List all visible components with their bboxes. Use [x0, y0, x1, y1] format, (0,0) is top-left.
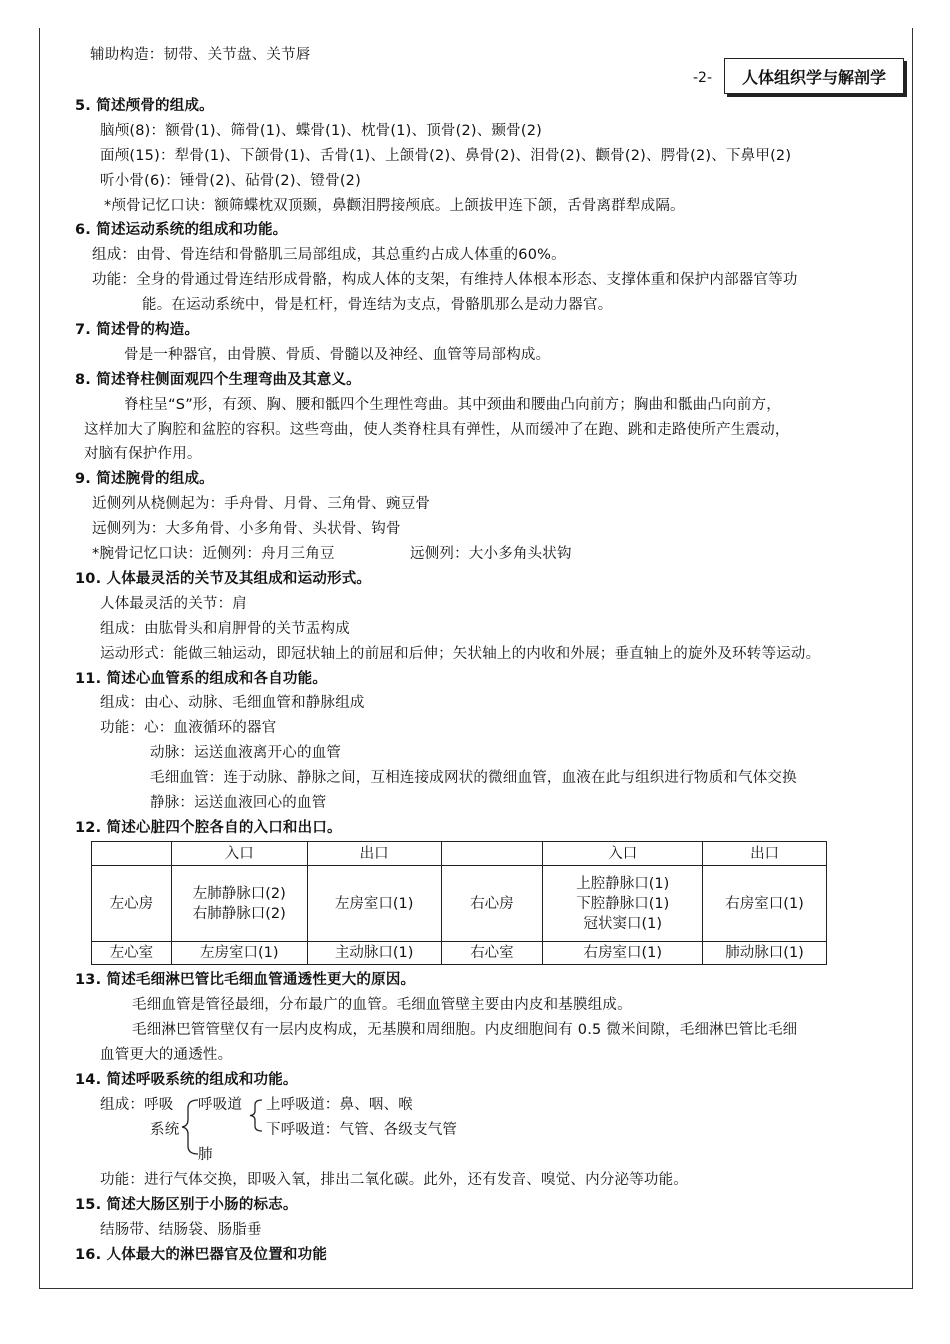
table-cell: 右房室口(1)	[703, 866, 827, 942]
text-line: 功能：心：血液循环的器官	[100, 720, 277, 736]
table-cell	[171, 866, 307, 942]
question-heading: 13. 简述毛细淋巴管比毛细血管通透性更大的原因。	[75, 972, 416, 988]
table-cell: 右房室口(1)	[543, 942, 703, 965]
text-line: 面颅(15)：犁骨(1)、下颌骨(1)、舌骨(1)、上颌骨(2)、鼻骨(2)、泪骨(2)、颧骨(2)、腭骨(2)、下鼻甲(2)	[100, 148, 792, 164]
cell-line: 上腔静脉口(1)	[576, 875, 670, 892]
text-line: 肺	[198, 1147, 213, 1163]
text-line: 毛细淋巴管管壁仅有一层内皮构成，无基膜和周细胞。内皮细胞间有 0.5 微米间隙，毛细淋巴管比毛细	[132, 1022, 798, 1038]
question-heading: 6. 简述运动系统的组成和功能。	[75, 222, 288, 238]
text-line: 呼吸道	[198, 1097, 243, 1113]
heart-chambers-table	[91, 841, 827, 965]
brace-icon	[176, 1094, 202, 1160]
text-line: 功能：进行气体交换，即吸入氧，排出二氧化碳。此外，还有发音、嗅觉、内分泌等功能。	[100, 1172, 688, 1188]
text-line: 脊柱呈“S”形，有颈、胸、腰和骶四个生理性弯曲。其中颈曲和腰曲凸向前方；胸曲和骶曲凸向前方，	[124, 397, 781, 413]
question-heading: 8. 简述脊柱侧面观四个生理弯曲及其意义。	[75, 372, 361, 388]
table-row	[92, 942, 827, 965]
text-line: 听小骨(6)：锤骨(2)、砧骨(2)、镫骨(2)	[100, 173, 361, 189]
text-line: 静脉：运送血液回心的血管	[150, 795, 327, 811]
brace-icon	[244, 1094, 266, 1136]
text-line: 人体最灵活的关节：肩	[100, 596, 247, 612]
text-line: 系统	[150, 1122, 180, 1138]
table-header-cell: 入口	[543, 842, 703, 866]
table-header-cell: 出口	[307, 842, 441, 866]
cell-line: 下腔静脉口(1)	[576, 895, 670, 912]
table-cell: 主动脉口(1)	[307, 942, 441, 965]
table-header-row	[92, 842, 827, 866]
question-heading: 5. 简述颅骨的组成。	[75, 98, 214, 114]
table-header-cell: 出口	[703, 842, 827, 866]
text-line: 能。在运动系统中，骨是杠杆，骨连结为支点，骨骼肌那么是动力器官。	[142, 297, 613, 313]
text-line: 辅助构造：韧带、关节盘、关节唇	[90, 47, 311, 63]
text-line: 下呼吸道：气管、各级支气管	[266, 1122, 458, 1138]
table-cell: 左心室	[92, 942, 172, 965]
text-line: 毛细血管是管径最细，分布最广的血管。毛细血管壁主要由内皮和基膜组成。	[132, 997, 632, 1013]
text-line: 运动形式：能做三轴运动，即冠状轴上的前屈和后伸；矢状轴上的内收和外展；垂直轴上的旋外及环转等运动。	[100, 646, 821, 662]
cell-line: 冠状窦口(1)	[583, 915, 663, 932]
table-header-cell: 入口	[171, 842, 307, 866]
table-cell: 肺动脉口(1)	[703, 942, 827, 965]
cell-line: 左肺静脉口(2)	[192, 885, 286, 902]
text-line: *腕骨记忆口诀：近侧列：舟月三角豆	[92, 546, 335, 562]
table-row	[92, 866, 827, 942]
text-line: 动脉：运送血液离开心的血管	[150, 745, 342, 761]
text-line: 结肠带、结肠袋、肠脂垂	[100, 1222, 262, 1238]
text-line: 对脑有保护作用。	[84, 446, 202, 462]
table-cell	[543, 866, 703, 942]
question-heading: 10. 人体最灵活的关节及其组成和运动形式。	[75, 571, 372, 587]
question-heading: 7. 简述骨的构造。	[75, 322, 200, 338]
text-line: 组成：由骨、骨连结和骨骼肌三局部组成，其总重约占成人体重的60%。	[92, 247, 566, 263]
table-header-cell	[92, 842, 172, 866]
text-line: 组成：由肱骨头和肩胛骨的关节盂构成	[100, 621, 350, 637]
table-header-cell	[441, 842, 543, 866]
text-line: 上呼吸道：鼻、咽、喉	[266, 1097, 413, 1113]
question-heading: 15. 简述大肠区别于小肠的标志。	[75, 1197, 298, 1213]
text-line: 这样加大了胸腔和盆腔的容积。这些弯曲，使人类脊柱具有弹性，从而缓冲了在跑、跳和走路使所产生震动，	[84, 422, 790, 438]
cell-line: 右肺静脉口(2)	[192, 905, 286, 922]
text-line: 骨是一种器官，由骨膜、骨质、骨髓以及神经、血管等局部构成。	[124, 347, 551, 363]
question-heading: 12. 简述心脏四个腔各自的入口和出口。	[75, 820, 342, 836]
text-line: *颅骨记忆口诀：额筛蝶枕双顶颞，鼻颧泪腭接颅底。上颌拔甲连下颌，舌骨离群犁成隔。	[104, 198, 685, 214]
text-line: 远侧列：大小多角头状钩	[410, 546, 572, 562]
table-cell: 左房室口(1)	[307, 866, 441, 942]
question-heading: 11. 简述心血管系的组成和各自功能。	[75, 671, 328, 687]
table-cell: 右心室	[441, 942, 543, 965]
text-line: 组成：由心、动脉、毛细血管和静脉组成	[100, 695, 365, 711]
question-heading: 16. 人体最大的淋巴器官及位置和功能	[75, 1247, 328, 1263]
text-line: 远侧列为：大多角骨、小多角骨、头状骨、钩骨	[92, 521, 401, 537]
question-heading: 9. 简述腕骨的组成。	[75, 471, 214, 487]
text-line: 近侧列从桡侧起为：手舟骨、月骨、三角骨、豌豆骨	[92, 496, 431, 512]
document-title-box: 人体组织学与解剖学	[724, 58, 904, 94]
text-line: 血管更大的通透性。	[100, 1047, 233, 1063]
table-cell: 左房室口(1)	[171, 942, 307, 965]
table-cell: 右心房	[441, 866, 543, 942]
text-line: 毛细血管：连于动脉、静脉之间，互相连接成网状的微细血管，血液在此与组织进行物质和气体交换	[150, 770, 797, 786]
question-heading: 14. 简述呼吸系统的组成和功能。	[75, 1072, 298, 1088]
page-number: -2-	[693, 70, 713, 86]
text-line: 组成：呼吸	[100, 1097, 174, 1113]
text-line: 功能：全身的骨通过骨连结形成骨骼，构成人体的支架，有维持人体根本形态、支撑体重和保护内部器官等功	[92, 272, 798, 288]
text-line: 脑颅(8)：额骨(1)、筛骨(1)、蝶骨(1)、枕骨(1)、顶骨(2)、颞骨(2)	[100, 123, 542, 139]
table-cell: 左心房	[92, 866, 172, 942]
